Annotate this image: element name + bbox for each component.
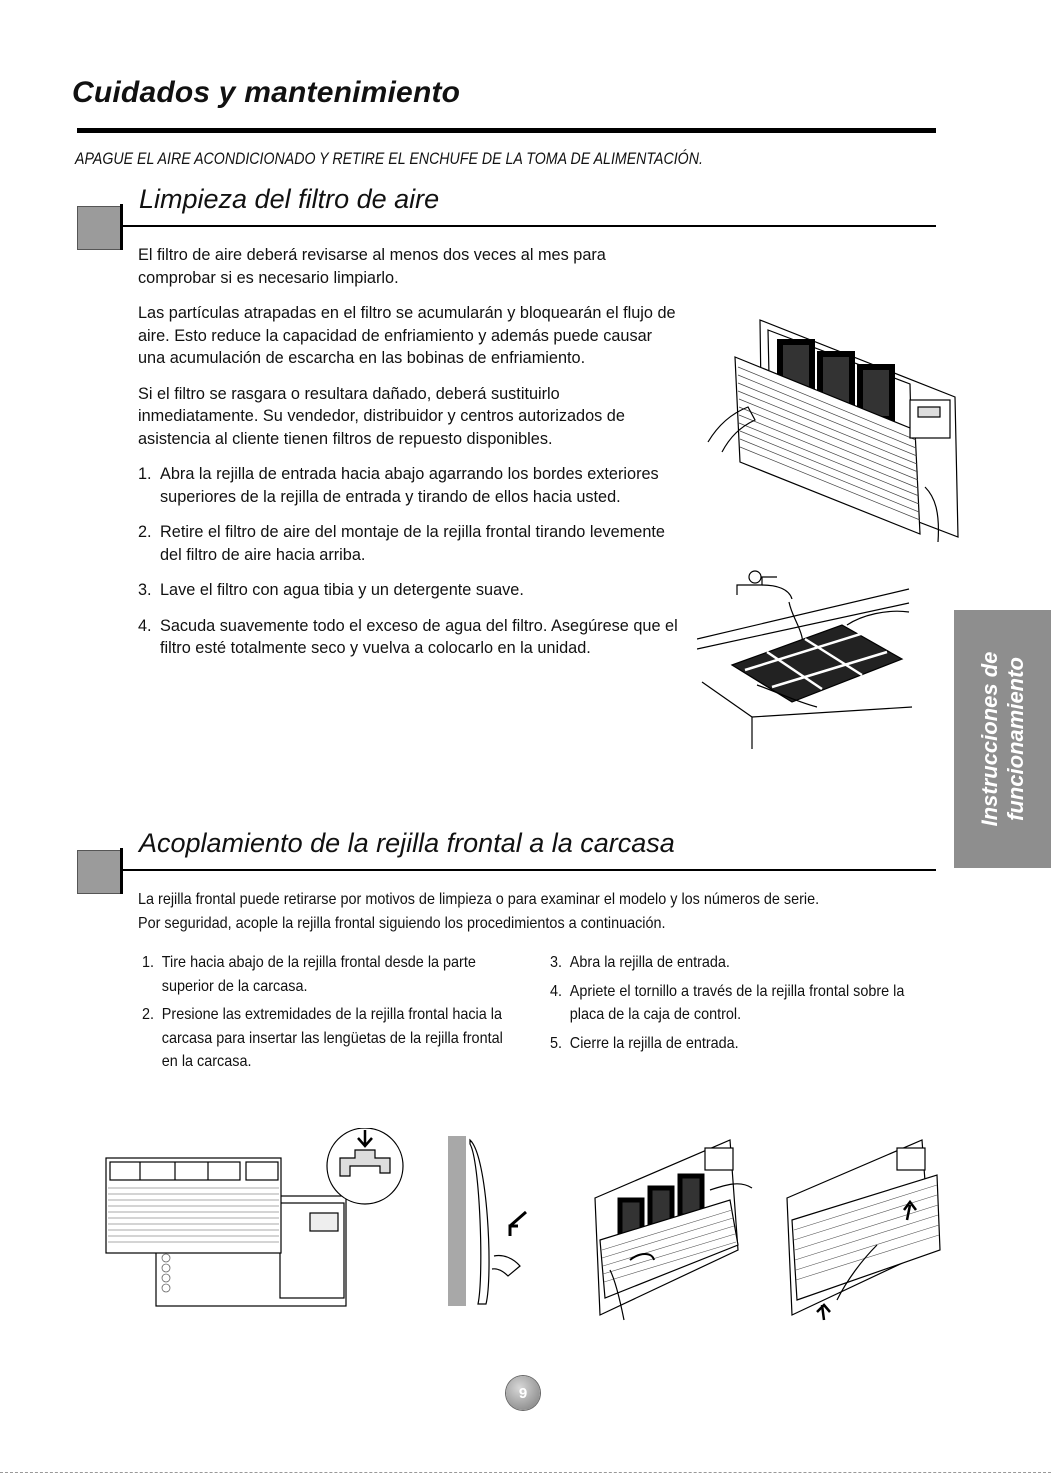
section1-rule <box>120 225 936 227</box>
step-text: Retire el filtro de aire del montaje de la rejilla frontal tirando levemente del filtro de aire hacia arriba. <box>160 523 665 564</box>
grille-screw-illustration <box>590 1130 760 1325</box>
section1-paragraph: El filtro de aire deberá revisarse al menos dos veces al mes para comprobar si es necesario limpiarlo. <box>138 246 606 287</box>
side-tab <box>954 610 1051 868</box>
intro-line: La rejilla frontal puede retirarse por motivos de limpieza o para examinar el modelo y los números de serie. <box>138 891 820 908</box>
section1-paragraph: Las partículas atrapadas en el filtro se acumularán y bloquearán el flujo de aire. Esto reduce la capacidad de enfriamiento y además puede causar una acumulación de escarcha en las bobinas de enfriamiento. <box>138 304 676 367</box>
section1-heading: Limpieza del filtro de aire <box>139 184 440 214</box>
intro-line: Por seguridad, acople la rejilla frontal siguiendo los procedimientos a continuación. <box>138 914 666 932</box>
step-number: 1. <box>142 954 155 971</box>
warning-text: APAGUE EL AIRE ACONDICIONADO Y RETIRE EL ENCHUFE DE LA TOMA DE ALIMENTACIÓN. <box>75 150 703 168</box>
page-title: Cuidados y mantenimiento <box>72 76 461 109</box>
step-text: Apriete el tornillo a través de la rejilla frontal sobre la placa de la caja de control. <box>569 982 905 1023</box>
step-number: 4. <box>138 616 152 635</box>
step-text: Tire hacia abajo de la rejilla frontal desde la parte superior de la carcasa. <box>161 954 476 995</box>
list-item <box>142 951 511 998</box>
section2-heading: Acoplamiento de la rejilla frontal a la carcasa <box>139 828 675 858</box>
side-tab-line: funcionamiento <box>1002 657 1028 821</box>
grille-side-push-illustration <box>448 1136 538 1308</box>
step-number: 2. <box>142 1006 155 1023</box>
step-text: Presione las extremidades de la rejilla frontal hacia la carcasa para insertar las lengüetas de la rejilla frontal en la carcasa. <box>161 1006 503 1070</box>
grille-opening-illustration <box>700 312 965 552</box>
page-number: 9 <box>506 1376 540 1410</box>
section-marker-bar <box>120 204 123 250</box>
section2-intro <box>138 888 930 935</box>
list-item <box>142 1003 511 1074</box>
filter-washing-illustration <box>697 567 919 752</box>
section-marker <box>77 206 121 250</box>
grille-casing-illustration <box>100 1128 410 1308</box>
section2-rule <box>120 869 936 871</box>
step-number: 3. <box>550 954 563 971</box>
section2-steps-right <box>550 951 910 1055</box>
step-number: 4. <box>550 982 563 1000</box>
section2-steps-left <box>142 951 511 1074</box>
list-item <box>550 980 910 1027</box>
step-text: Abra la rejilla de entrada. <box>569 954 730 971</box>
step-number: 1. <box>138 465 152 483</box>
list-item <box>550 951 910 975</box>
list-item <box>138 579 683 602</box>
side-tab-line: Instrucciones de <box>976 651 1002 827</box>
section-marker-bar <box>120 848 123 894</box>
list-item <box>138 521 683 566</box>
side-tab-label <box>977 652 1029 827</box>
page-bottom-line <box>0 1472 1051 1474</box>
step-text: Sacuda suavemente todo el exceso de agua del filtro. Asegúrese que el filtro esté totalmente seco y vuelva a colocarlo en la unidad. <box>160 616 678 657</box>
title-rule <box>77 128 936 133</box>
step-number: 5. <box>550 1034 563 1052</box>
step-text: Lave el filtro con agua tibia y un detergente suave. <box>160 581 524 599</box>
step-text: Abra la rejilla de entrada hacia abajo agarrando los bordes exteriores superiores de la rejilla de entrada y tirando de ellos hacia usted. <box>160 465 659 506</box>
list-item <box>550 1032 910 1056</box>
section1-paragraph: Si el filtro se rasgara o resultara dañado, deberá sustituirlo inmediatamente. Su vendedor, distribuidor y centros autorizados de asistencia al cliente tienen filtros de repuesto disponibles. <box>138 384 625 448</box>
list-item <box>138 615 683 660</box>
grille-closing-illustration <box>782 1130 952 1325</box>
step-text: Cierre la rejilla de entrada. <box>569 1034 739 1052</box>
step-number: 3. <box>138 581 152 599</box>
section1-body <box>138 244 683 660</box>
section-marker <box>77 850 121 894</box>
step-number: 2. <box>138 523 152 541</box>
list-item <box>138 463 683 508</box>
